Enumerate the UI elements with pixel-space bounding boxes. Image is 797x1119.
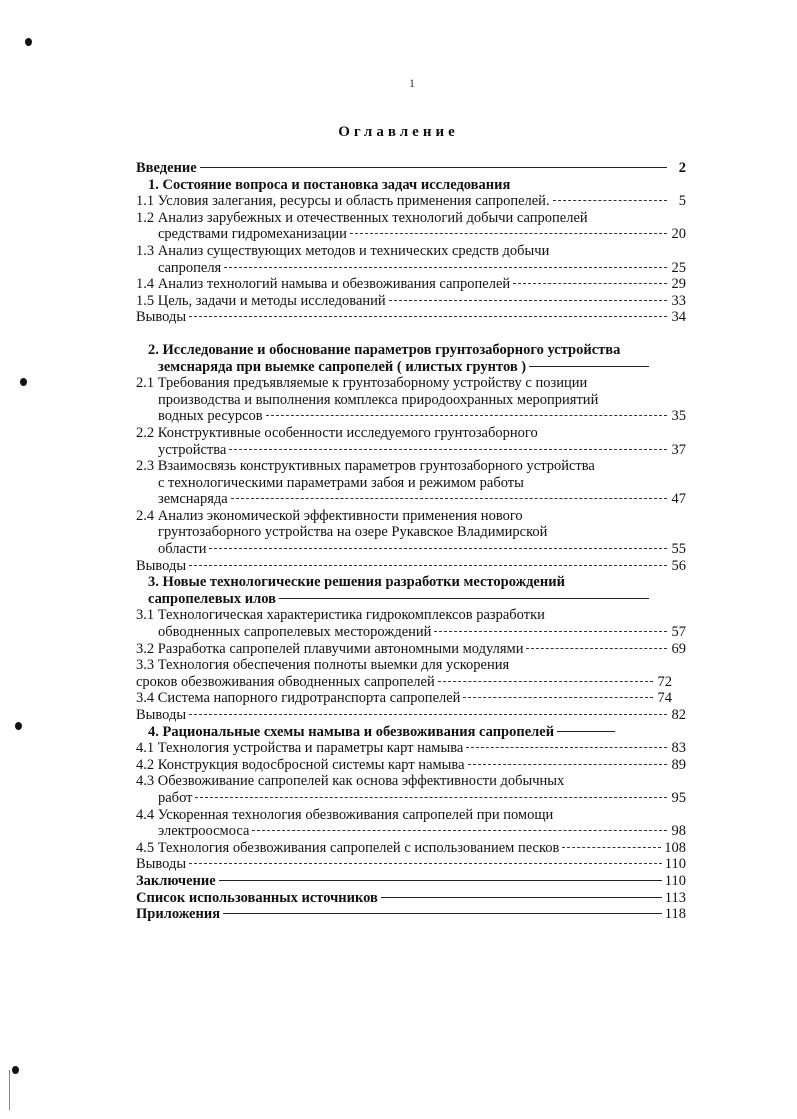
toc-entry-line: 2.1 Требования предъявляемые к грунтозаборному устройству с позиции — [136, 375, 588, 392]
leader-line — [434, 631, 667, 632]
toc-entry-line: работ — [158, 789, 193, 806]
leader-line — [229, 449, 667, 450]
toc-page-number: 69 — [671, 640, 686, 657]
toc-entry-line: 1.3 Анализ существующих методов и технических средств добычи — [136, 242, 550, 259]
toc-entry-line: с технологическими параметрами забоя и режимом работы — [158, 474, 524, 491]
toc-entry-label: 1.4 Анализ технологий намыва и обезвоживания сапропелей — [136, 276, 511, 293]
leader-line — [553, 200, 667, 201]
toc-entry-conclusions-2[interactable] — [136, 558, 686, 575]
leader-line — [200, 167, 667, 168]
toc-entry-intro[interactable] — [136, 160, 686, 177]
toc-entry-line: грунтозаборного устройства на озере Рукавское Владимирской — [158, 524, 548, 541]
toc-page-number: 98 — [671, 823, 686, 840]
toc-entry-conclusions-4[interactable] — [136, 856, 686, 873]
toc-page-number: 113 — [664, 889, 686, 906]
leader-line — [438, 681, 653, 682]
toc-entry-3-3[interactable] — [136, 657, 686, 690]
chapter-heading-2 — [136, 342, 686, 375]
toc-entry-2-4[interactable] — [136, 508, 686, 558]
toc-page-number: 55 — [671, 541, 686, 558]
punch-hole-mark — [12, 1066, 19, 1074]
toc-entry-conclusions-3[interactable] — [136, 707, 686, 724]
toc-entry-line: 4.4 Ускоренная технология обезвоживания сапропелей при помощи — [136, 806, 554, 823]
toc-entry-label: 3.4 Система напорного гидротранспорта сапропелей — [136, 690, 461, 707]
toc-page-number: 29 — [671, 276, 686, 293]
leader-line — [513, 283, 667, 284]
toc-entry-label: Приложения — [136, 906, 221, 923]
toc-entry-line: 2.3 Взаимосвязь конструктивных параметров грунтозаборного устройства — [136, 458, 595, 475]
toc-page-number: 2 — [678, 160, 686, 176]
toc-title: Оглавление — [338, 124, 459, 140]
toc-entry-line: земснаряда — [158, 491, 228, 508]
toc-entry-sources[interactable] — [136, 890, 686, 907]
chapter-heading-line: сапропелевых илов — [148, 590, 276, 607]
chapter-heading-1: 1. Состояние вопроса и постановка задач исследования — [148, 176, 511, 193]
leader-line — [223, 913, 662, 914]
toc-entry-line: электроосмоса — [158, 823, 250, 840]
toc-entry-label: Выводы — [136, 557, 187, 574]
toc-entry-line: 3.1 Технологическая характеристика гидрокомплексов разработки — [136, 607, 545, 624]
toc-entry-line: 3.3 Технология обеспечения полноты выемки для ускорения — [136, 657, 510, 674]
toc-page-number: 25 — [671, 259, 686, 276]
leader-line — [557, 731, 615, 732]
toc-page-number: 34 — [671, 309, 686, 326]
toc-entry-label: Заключение — [136, 872, 216, 889]
toc-page-number: 82 — [671, 707, 686, 723]
toc-entry-line: 1.2 Анализ зарубежных и отечественных технологий добычи сапропелей — [136, 209, 588, 226]
toc-entry-1-1[interactable] — [136, 193, 686, 210]
toc-entry-1-3[interactable] — [136, 243, 686, 276]
leader-line — [189, 863, 662, 864]
toc-entry-line: 4.3 Обезвоживание сапропелей как основа эффективности добычных — [136, 773, 565, 790]
toc-entry-1-4[interactable] — [136, 276, 686, 293]
toc-entry-conclusions-1[interactable] — [136, 309, 686, 326]
table-of-contents — [136, 160, 686, 923]
toc-page-number: 20 — [671, 226, 686, 243]
toc-page-number: 118 — [664, 906, 686, 923]
toc-page-number: 95 — [671, 789, 686, 806]
leader-line — [466, 747, 667, 748]
toc-page-number: 72 — [657, 673, 672, 690]
toc-entry-label: 1.5 Цель, задачи и методы исследований — [136, 292, 386, 309]
toc-entry-label: 4.5 Технология обезвоживания сапропелей с использованием песков — [136, 839, 560, 856]
toc-entry-3-1[interactable] — [136, 607, 686, 640]
leader-line — [350, 233, 667, 234]
page-number: 1 — [409, 76, 415, 90]
toc-entry-conclusion[interactable] — [136, 873, 686, 890]
toc-entry-2-1[interactable] — [136, 375, 686, 425]
toc-entry-label: 4.1 Технология устройства и параметры карт намыва — [136, 740, 464, 757]
toc-entry-4-4[interactable] — [136, 807, 686, 840]
punch-hole-mark — [20, 378, 27, 386]
toc-entry-1-2[interactable] — [136, 210, 686, 243]
toc-page-number: 37 — [671, 441, 686, 458]
toc-page-number: 89 — [671, 756, 686, 773]
punch-hole-mark — [25, 38, 32, 46]
toc-entry-label: 4.2 Конструкция водосбросной системы карт намыва — [136, 756, 465, 773]
toc-entry-3-4[interactable] — [136, 690, 686, 707]
toc-page-number: 56 — [671, 557, 686, 574]
toc-page-number: 83 — [671, 740, 686, 757]
leader-line — [224, 267, 667, 268]
punch-hole-mark — [15, 722, 22, 730]
toc-entry-label: 3.2 Разработка сапропелей плавучими автономными модулями — [136, 640, 524, 657]
leader-line — [219, 880, 662, 881]
toc-entry-label: Выводы — [136, 856, 187, 873]
toc-page-number: 35 — [671, 408, 686, 425]
toc-page-number: 47 — [671, 491, 686, 508]
toc-page-number: 5 — [678, 193, 686, 210]
toc-entry-4-2[interactable] — [136, 757, 686, 774]
leader-line — [529, 366, 649, 367]
leader-line — [189, 316, 667, 317]
toc-entry-line: области — [158, 541, 207, 558]
toc-entry-line: устройства — [158, 441, 227, 458]
toc-entry-line: производства и выполнения комплекса природоохранных мероприятий — [158, 391, 599, 408]
toc-entry-line: водных ресурсов — [158, 408, 263, 425]
toc-entry-appendix[interactable] — [136, 906, 686, 923]
leader-line — [279, 598, 649, 599]
leader-line — [526, 648, 667, 649]
toc-entry-4-5[interactable] — [136, 840, 686, 857]
leader-line — [189, 565, 667, 566]
leader-line — [252, 830, 667, 831]
toc-entry-2-2[interactable] — [136, 425, 686, 458]
toc-page-number: 33 — [671, 292, 686, 309]
toc-page-number: 108 — [664, 839, 686, 856]
toc-page-number: 57 — [671, 624, 686, 641]
leader-line — [381, 897, 662, 898]
toc-entry-label: Выводы — [136, 309, 187, 326]
leader-line — [189, 714, 667, 715]
toc-entry-4-1[interactable] — [136, 740, 686, 757]
toc-entry-label: Список использованных источников — [136, 889, 378, 906]
chapter-heading-3 — [136, 574, 686, 607]
toc-page-number: 110 — [664, 856, 686, 873]
chapter-heading-line: 2. Исследование и обоснование параметров грунтозаборного устройства — [148, 341, 621, 358]
toc-entry-line: обводненных сапропелевых месторождений — [158, 624, 432, 641]
toc-entry-1-5[interactable] — [136, 293, 686, 310]
toc-entry-line: средствами гидромеханизации — [158, 226, 347, 243]
toc-entry-line: 2.4 Анализ экономической эффективности применения нового — [136, 507, 523, 524]
chapter-heading-line: 4. Рациональные схемы намыва и обезвоживания сапропелей — [148, 723, 555, 740]
leader-line — [389, 300, 667, 301]
leader-line — [209, 548, 667, 549]
leader-line — [562, 847, 661, 848]
toc-entry-line: 2.2 Конструктивные особенности исследуемого грунтозаборного — [136, 424, 538, 441]
toc-page-number: 110 — [664, 872, 686, 889]
chapter-heading-line: земснаряда при выемке сапропелей ( илистых грунтов ) — [158, 358, 527, 375]
toc-entry-label: Выводы — [136, 707, 187, 723]
leader-line — [463, 697, 653, 698]
leader-line — [468, 764, 667, 765]
chapter-heading-line: 3. Новые технологические решения разработки месторождений — [148, 574, 565, 591]
toc-entry-2-3[interactable] — [136, 458, 686, 508]
chapter-heading-4 — [136, 724, 686, 741]
toc-entry-line: сапропеля — [158, 259, 222, 276]
scan-edge-line — [9, 1070, 10, 1110]
leader-line — [266, 415, 667, 416]
leader-line — [231, 498, 667, 499]
toc-entry-line: сроков обезвоживания обводненных сапропелей — [136, 673, 435, 690]
toc-entry-4-3[interactable] — [136, 773, 686, 806]
toc-page-number: 74 — [657, 690, 672, 707]
toc-entry-label: Введение — [136, 160, 197, 176]
toc-entry-label: 1.1 Условия залегания, ресурсы и область применения сапропелей. — [136, 193, 550, 210]
leader-line — [195, 797, 667, 798]
toc-entry-3-2[interactable] — [136, 641, 686, 658]
